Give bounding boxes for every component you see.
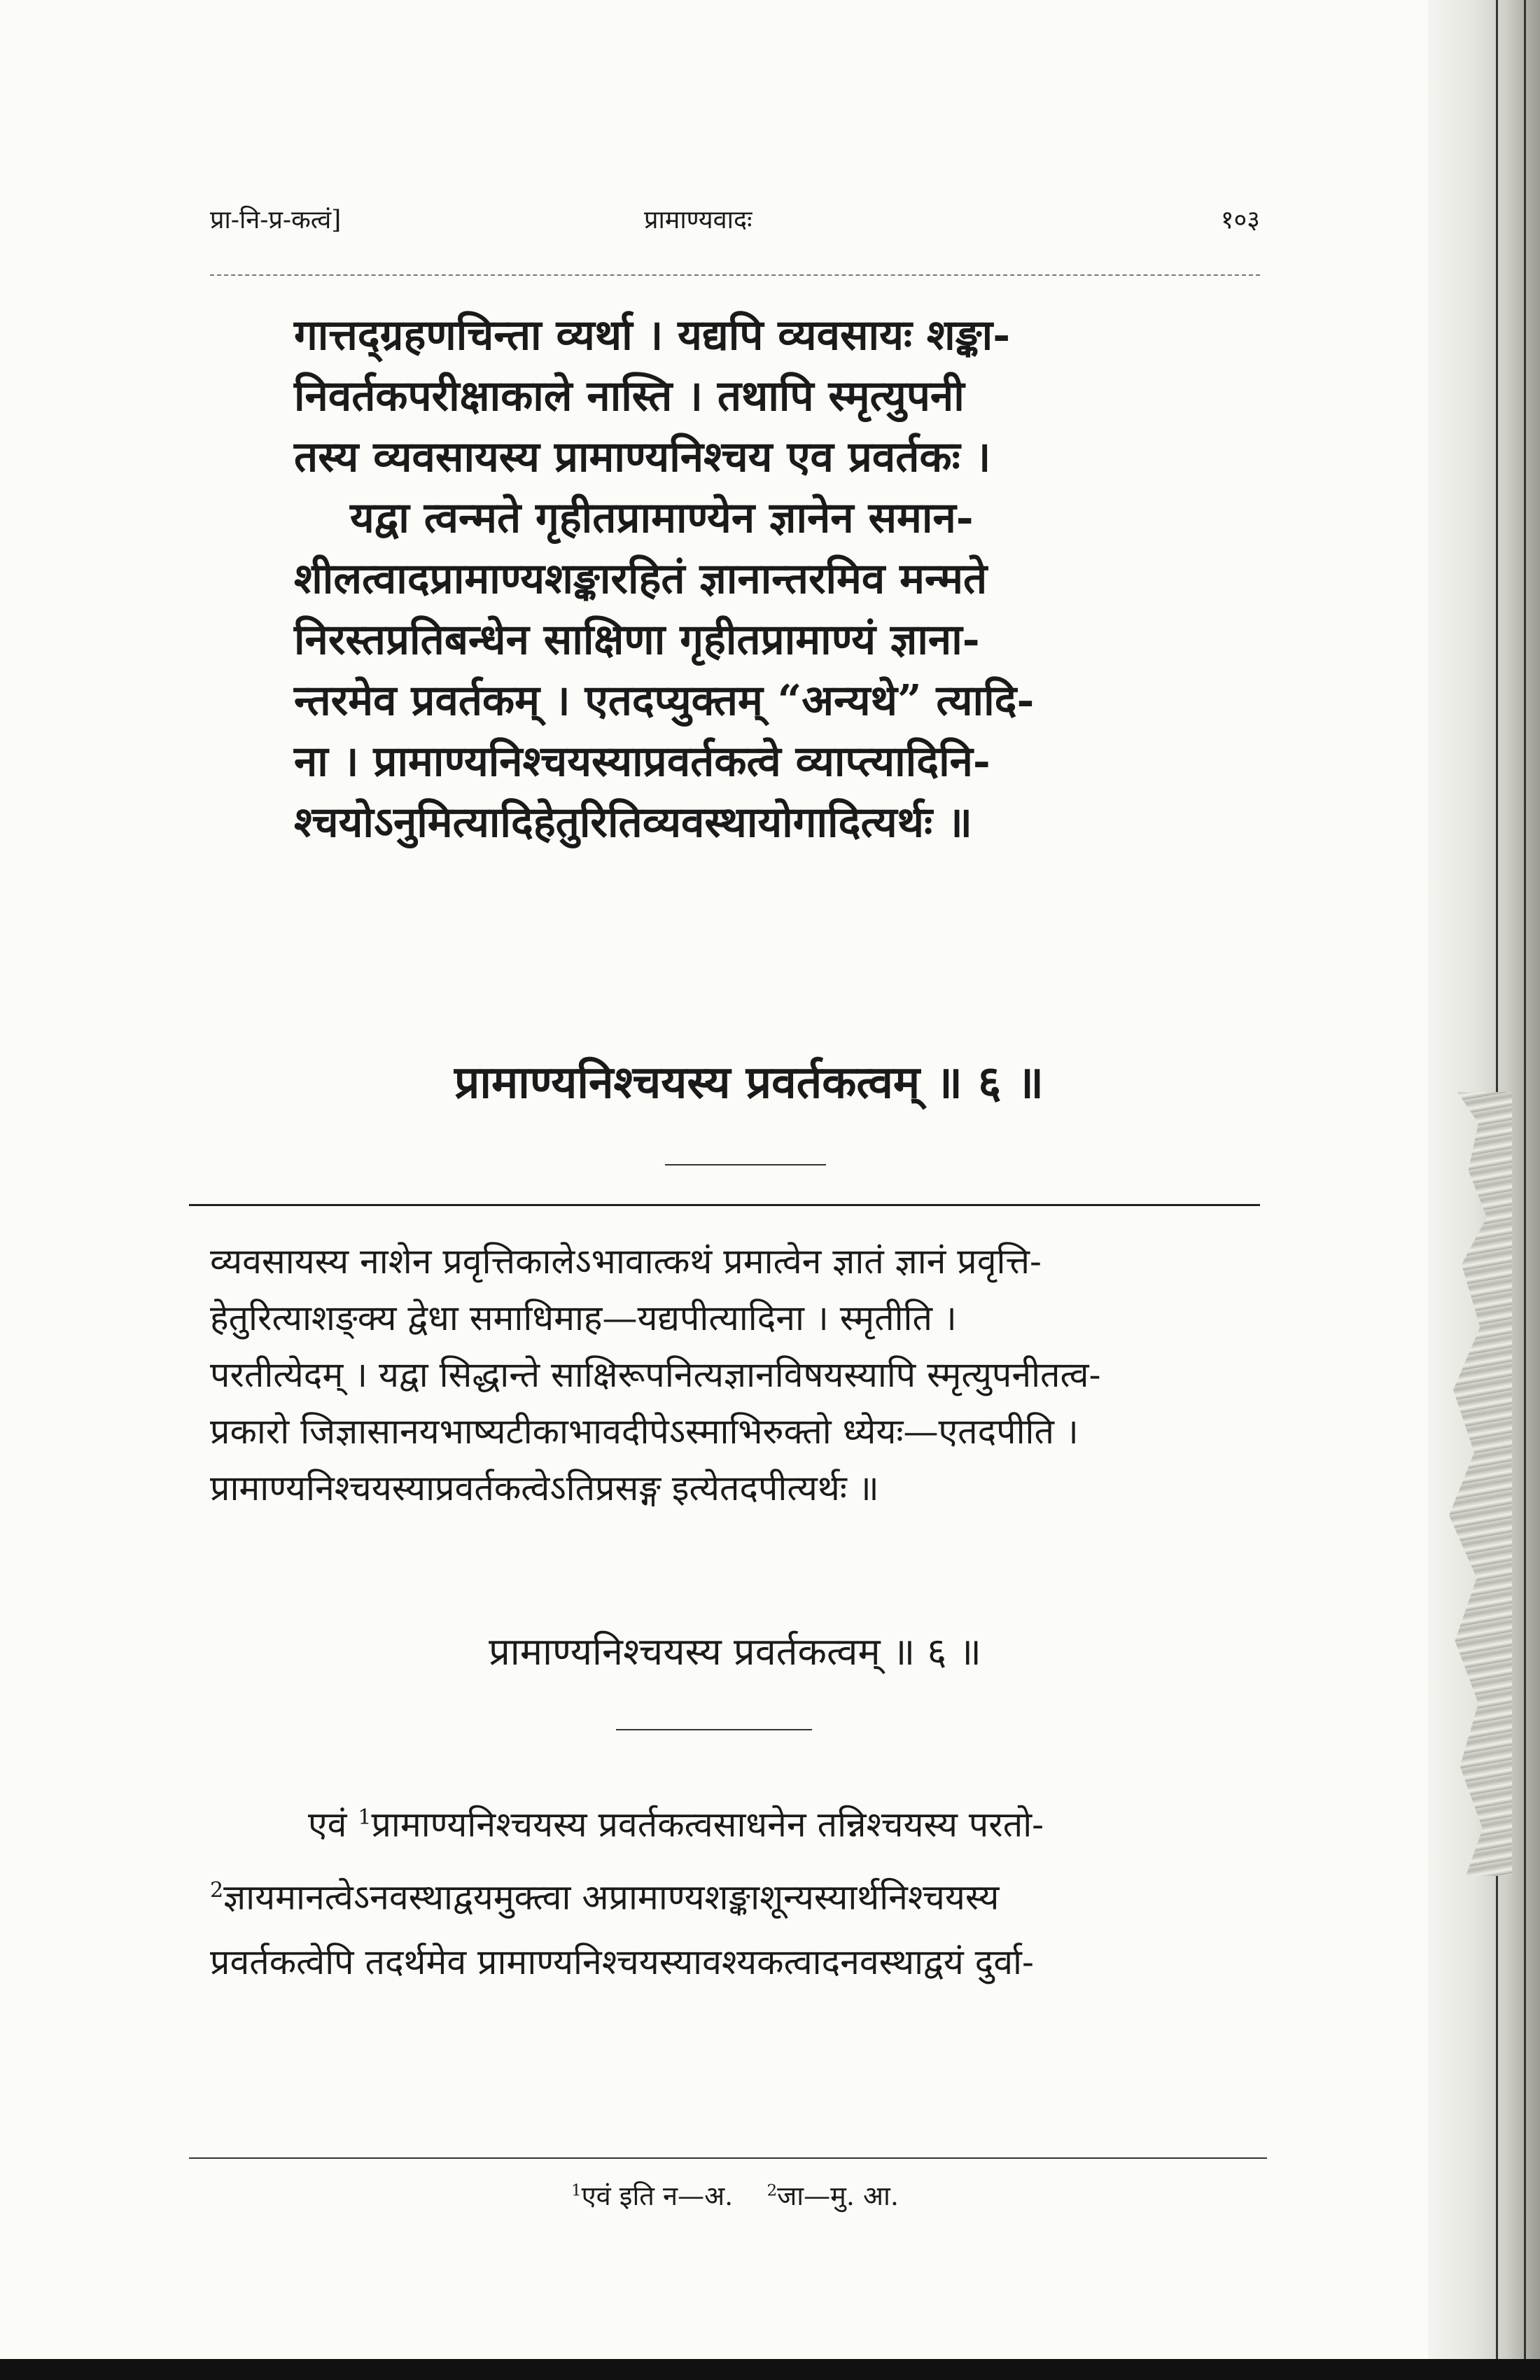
- next-line-text: प्रामाण्यनिश्चयस्य प्रवर्तकत्वसाधनेन तन्निश्चयस्य परतो-: [371, 1804, 1044, 1845]
- footnote-marker: 1: [358, 1805, 372, 1830]
- commentary-line: हेतुरित्याशङ्क्य द्वेधा समाधिमाह—यद्यपीत्यादिना । स्मृतीति ।: [210, 1298, 957, 1338]
- section-divider: [616, 1729, 812, 1730]
- next-line-text: एवं: [308, 1804, 358, 1845]
- scan-bottom-edge: [0, 2359, 1540, 2380]
- footnote-number: 2: [766, 2181, 778, 2200]
- footnote-number: 1: [571, 2181, 582, 2200]
- root-line: ना । प्रामाण्यनिश्चयस्याप्रवर्तकत्वे व्याप्त्यादिनि-: [294, 737, 990, 786]
- footnote-rule: [189, 2157, 1267, 2159]
- root-line: श्चयोऽनुमित्यादिहेतुरितिव्यवस्थायोगादित्यर्थः ॥: [294, 798, 972, 847]
- next-line-text: ज्ञायमानत्वेऽनवस्थाद्वयमुक्त्वा अप्रामाण्यशङ्काशून्यस्यार्थनिश्चयस्य: [223, 1877, 1000, 1918]
- commentary-line: परतीत्येदम् । यद्वा सिद्धान्ते साक्षिरूपनित्यज्ञानविषयस्यापि स्मृत्युपनीतत्व-: [210, 1354, 1101, 1395]
- section-divider: [665, 1164, 826, 1166]
- footnote-text: एवं इति न—अ.: [581, 2180, 734, 2211]
- root-line: गात्तद्ग्रहणचिन्ता व्यर्था । यद्यपि व्यवसायः शङ्का-: [294, 311, 1011, 360]
- footnote-text: जा—मु. आ.: [777, 2180, 899, 2211]
- root-line: शीलत्वादप्रामाण्यशङ्कारहितं ज्ञानान्तरमिव मन्मते: [294, 554, 988, 603]
- next-section: [210, 1785, 1274, 1995]
- footnotes: [210, 2177, 1260, 2213]
- footnote-marker: 2: [210, 1877, 224, 1903]
- next-line: [210, 1785, 1274, 1858]
- next-line: प्रवर्तकत्वेपि तदर्थमेव प्रामाण्यनिश्चयस्यावश्यकत्वादनवस्थाद्वयं दुर्वा-: [210, 1942, 1034, 1983]
- next-line: [210, 1858, 1274, 1931]
- root-text: [294, 305, 1225, 853]
- header-left: प्रा-नि-प्र-कत्वं]: [210, 206, 342, 234]
- header-rule: [210, 274, 1260, 276]
- page-number: १०३: [1220, 206, 1260, 234]
- root-line: तस्य व्यवसायस्य प्रामाण्यनिश्चय एव प्रवर्तकः ।: [294, 433, 991, 482]
- root-line: निरस्तप्रतिबन्धेन साक्षिणा गृहीतप्रामाण्यं ज्ञाना-: [294, 615, 980, 664]
- root-colophon: प्रामाण्यनिश्चयस्य प्रवर्तकत्वम् ॥ ६ ॥: [454, 1056, 1044, 1109]
- root-line: निवर्तकपरीक्षाकाले नास्ति । तथापि स्मृत्युपनी: [294, 372, 965, 421]
- commentary: [210, 1233, 1260, 1517]
- commentary-rule: [189, 1204, 1260, 1206]
- binding-line: [1524, 0, 1526, 2380]
- commentary-line: व्यवसायस्य नाशेन प्रवृत्तिकालेऽभावात्कथं प्रमात्वेन ज्ञातं ज्ञानं प्रवृत्ति-: [210, 1241, 1042, 1282]
- commentary-colophon: प्रामाण्यनिश्चयस्य प्रवर्तकत्वम् ॥ ६ ॥: [489, 1630, 981, 1674]
- header-center: प्रामाण्यवादः: [644, 206, 752, 234]
- commentary-line: प्रकारो जिज्ञासानयभाष्यटीकाभावदीपेऽस्माभिरुक्तो ध्येयः—एतदपीति ।: [210, 1411, 1079, 1452]
- commentary-line: प्रामाण्यनिश्चयस्याप्रवर्तकत्वेऽतिप्रसङ्ग इत्येतदपीत्यर्थः ॥: [210, 1468, 879, 1508]
- running-header: [210, 202, 1260, 244]
- root-line: न्तरमेव प्रवर्तकम् । एतदप्युक्तम् “अन्यथे” त्यादि-: [294, 676, 1035, 725]
- root-line: यद्वा त्वन्मते गृहीतप्रामाण्येन ज्ञानेन समान-: [350, 493, 974, 542]
